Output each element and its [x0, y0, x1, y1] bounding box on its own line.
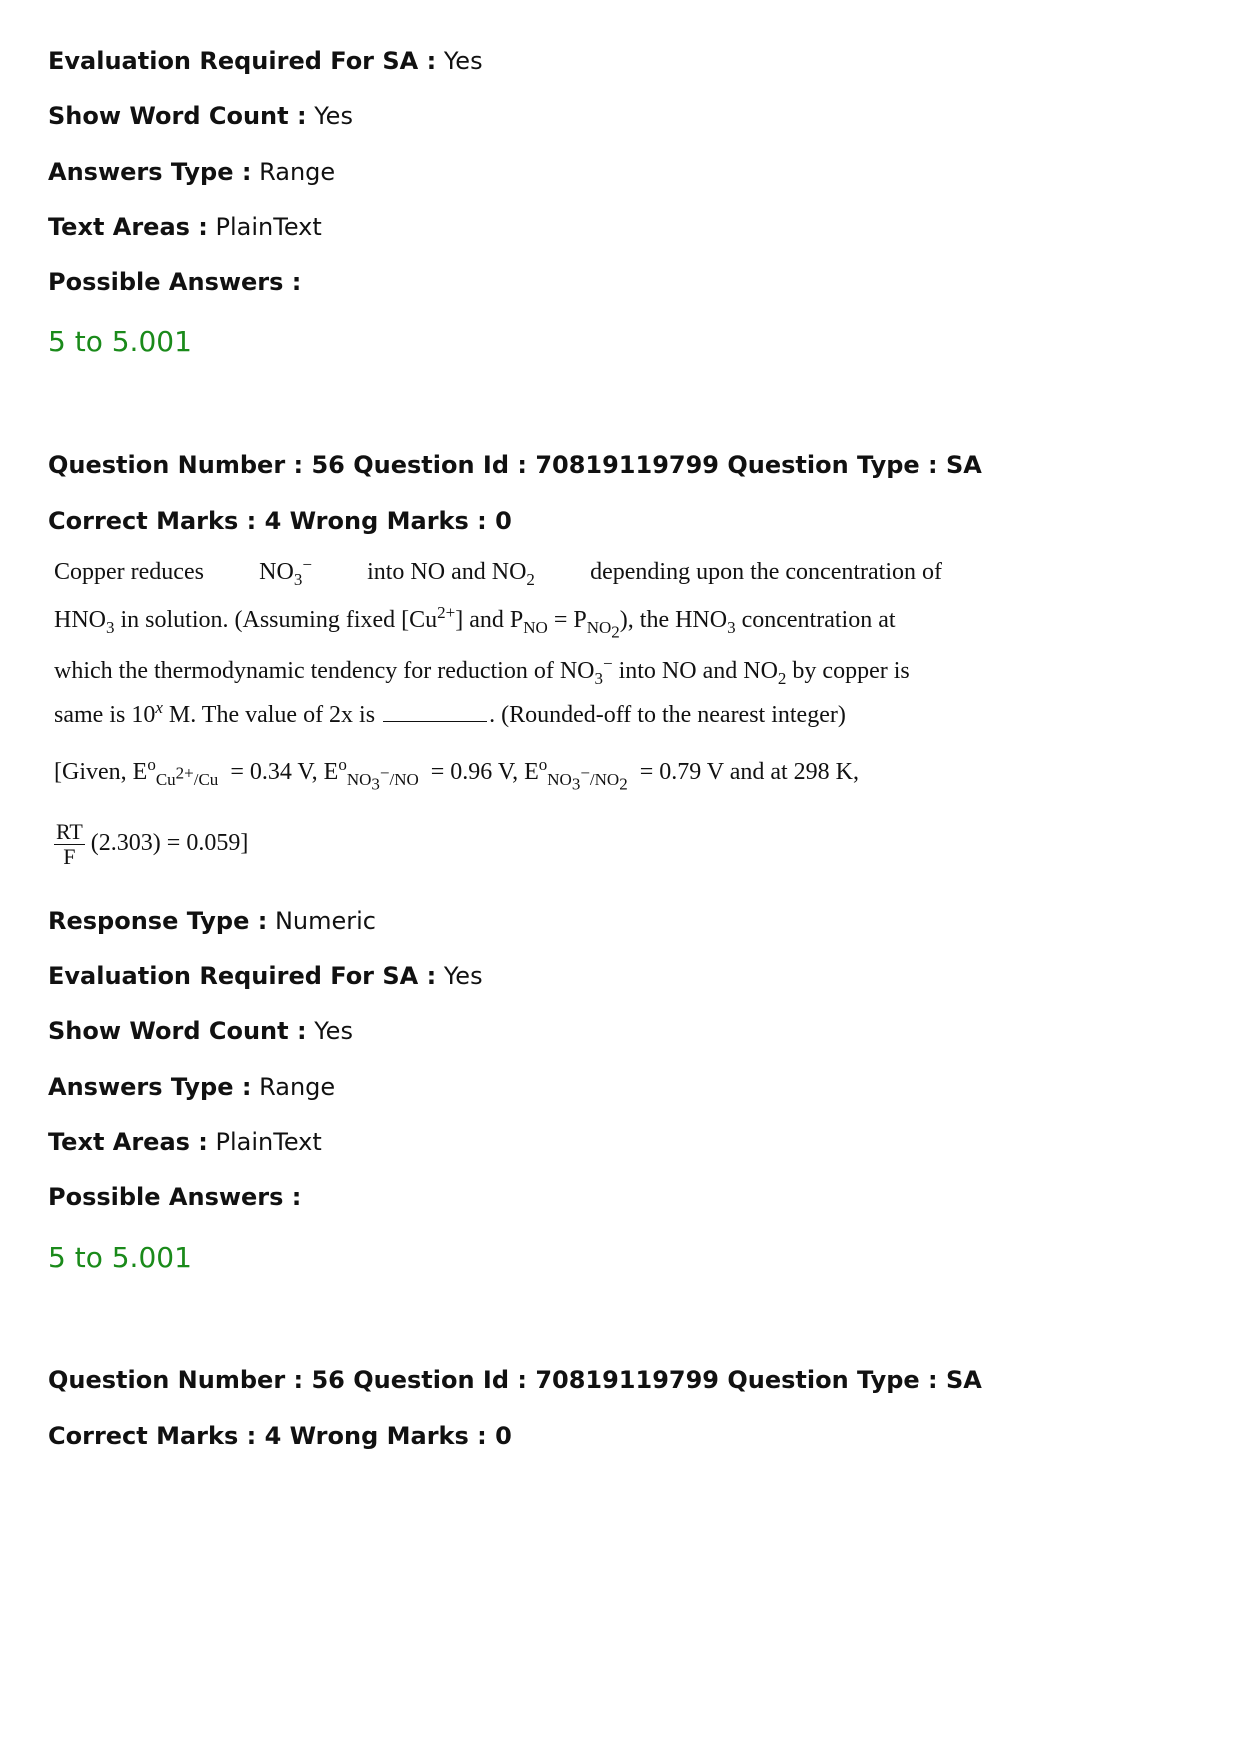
question-text-line-2: $HNO_3$ in solution. (Assuming fixed $[Cu^{2+}]$ and $P_{NO} = P_{NO_2}$), the $HNO_3$ concentration at — [54, 603, 896, 642]
eval-required-label: Evaluation Required For SA : — [48, 47, 437, 75]
answers-type-label-2: Answers Type : — [48, 1073, 252, 1101]
text-areas-label-2: Text Areas : — [48, 1128, 208, 1156]
question-marks-2 — [48, 1421, 512, 1451]
eval-required-value: Yes — [443, 47, 483, 75]
text-areas-row — [48, 212, 322, 242]
possible-answers-label-2: Possible Answers : — [48, 1183, 302, 1211]
possible-answers-row-2 — [48, 1182, 301, 1212]
question-marks-text-2: Correct Marks : 4 Wrong Marks : 0 — [48, 1422, 512, 1450]
possible-answers-row — [48, 267, 301, 297]
text-areas-value-2: PlainText — [215, 1128, 322, 1156]
question-text-line-4: same is 10$^x$ M. The value of 2x is . (Rounded-off to the nearest integer) — [54, 698, 846, 728]
answers-type-row-2 — [48, 1072, 335, 1102]
question-text-line-3: which the thermodynamic tendency for reduction of $NO_3^-$ into NO and $NO_2$ by copper is — [54, 654, 910, 688]
show-word-count-label: Show Word Count : — [48, 102, 307, 130]
answers-type-label: Answers Type : — [48, 158, 252, 186]
response-type-row — [48, 906, 376, 936]
question-header-text: Question Number : 56 Question Id : 70819119799 Question Type : SA — [48, 451, 982, 479]
given-line: [Given, $E^o_{Cu^{2+}/Cu} = 0.34$ V, $E^o_{NO_3^-/NO} = 0.96$ V, $E^o_{NO_3^-/NO_2} = 0.79$ V and at 298 K, — [54, 755, 859, 794]
given-fraction-line: $\frac{RT}{F}$ (2.303) = 0.059] — [56, 819, 249, 869]
text-areas-row-2 — [48, 1127, 322, 1157]
answers-type-value: Range — [259, 158, 336, 186]
question-header — [48, 450, 982, 480]
possible-answers-label: Possible Answers : — [48, 268, 302, 296]
eval-required-row-2 — [48, 961, 483, 991]
eval-required-label-2: Evaluation Required For SA : — [48, 962, 437, 990]
question-header-2 — [48, 1365, 982, 1395]
answers-type-row — [48, 157, 335, 187]
possible-answer-value-2: 5 to 5.001 — [48, 1241, 192, 1274]
nitrate-formula: $NO_3^-$ — [259, 555, 312, 589]
question-marks — [48, 506, 512, 536]
question-text-line-1: Copper reduces $NO_3^-$ into NO and $NO_2$ depending upon the concentration of — [54, 555, 942, 589]
show-word-count-label-2: Show Word Count : — [48, 1017, 307, 1045]
response-type-label: Response Type : — [48, 907, 268, 935]
show-word-count-value-2: Yes — [314, 1017, 353, 1045]
text-areas-label: Text Areas : — [48, 213, 208, 241]
answers-type-value-2: Range — [259, 1073, 336, 1101]
question-header-text-2: Question Number : 56 Question Id : 70819119799 Question Type : SA — [48, 1366, 982, 1394]
response-type-value: Numeric — [274, 907, 376, 935]
show-word-count-row-2 — [48, 1016, 353, 1046]
show-word-count-row — [48, 101, 353, 131]
eval-required-row — [48, 46, 483, 76]
rt-over-f-fraction: $\frac{RT}{F}$ — [56, 819, 83, 869]
answer-blank — [383, 721, 487, 722]
possible-answer-value: 5 to 5.001 — [48, 325, 192, 358]
text-areas-value: PlainText — [215, 213, 322, 241]
question-body — [48, 552, 948, 892]
show-word-count-value: Yes — [314, 102, 353, 130]
eval-required-value-2: Yes — [443, 962, 483, 990]
question-marks-text: Correct Marks : 4 Wrong Marks : 0 — [48, 507, 512, 535]
